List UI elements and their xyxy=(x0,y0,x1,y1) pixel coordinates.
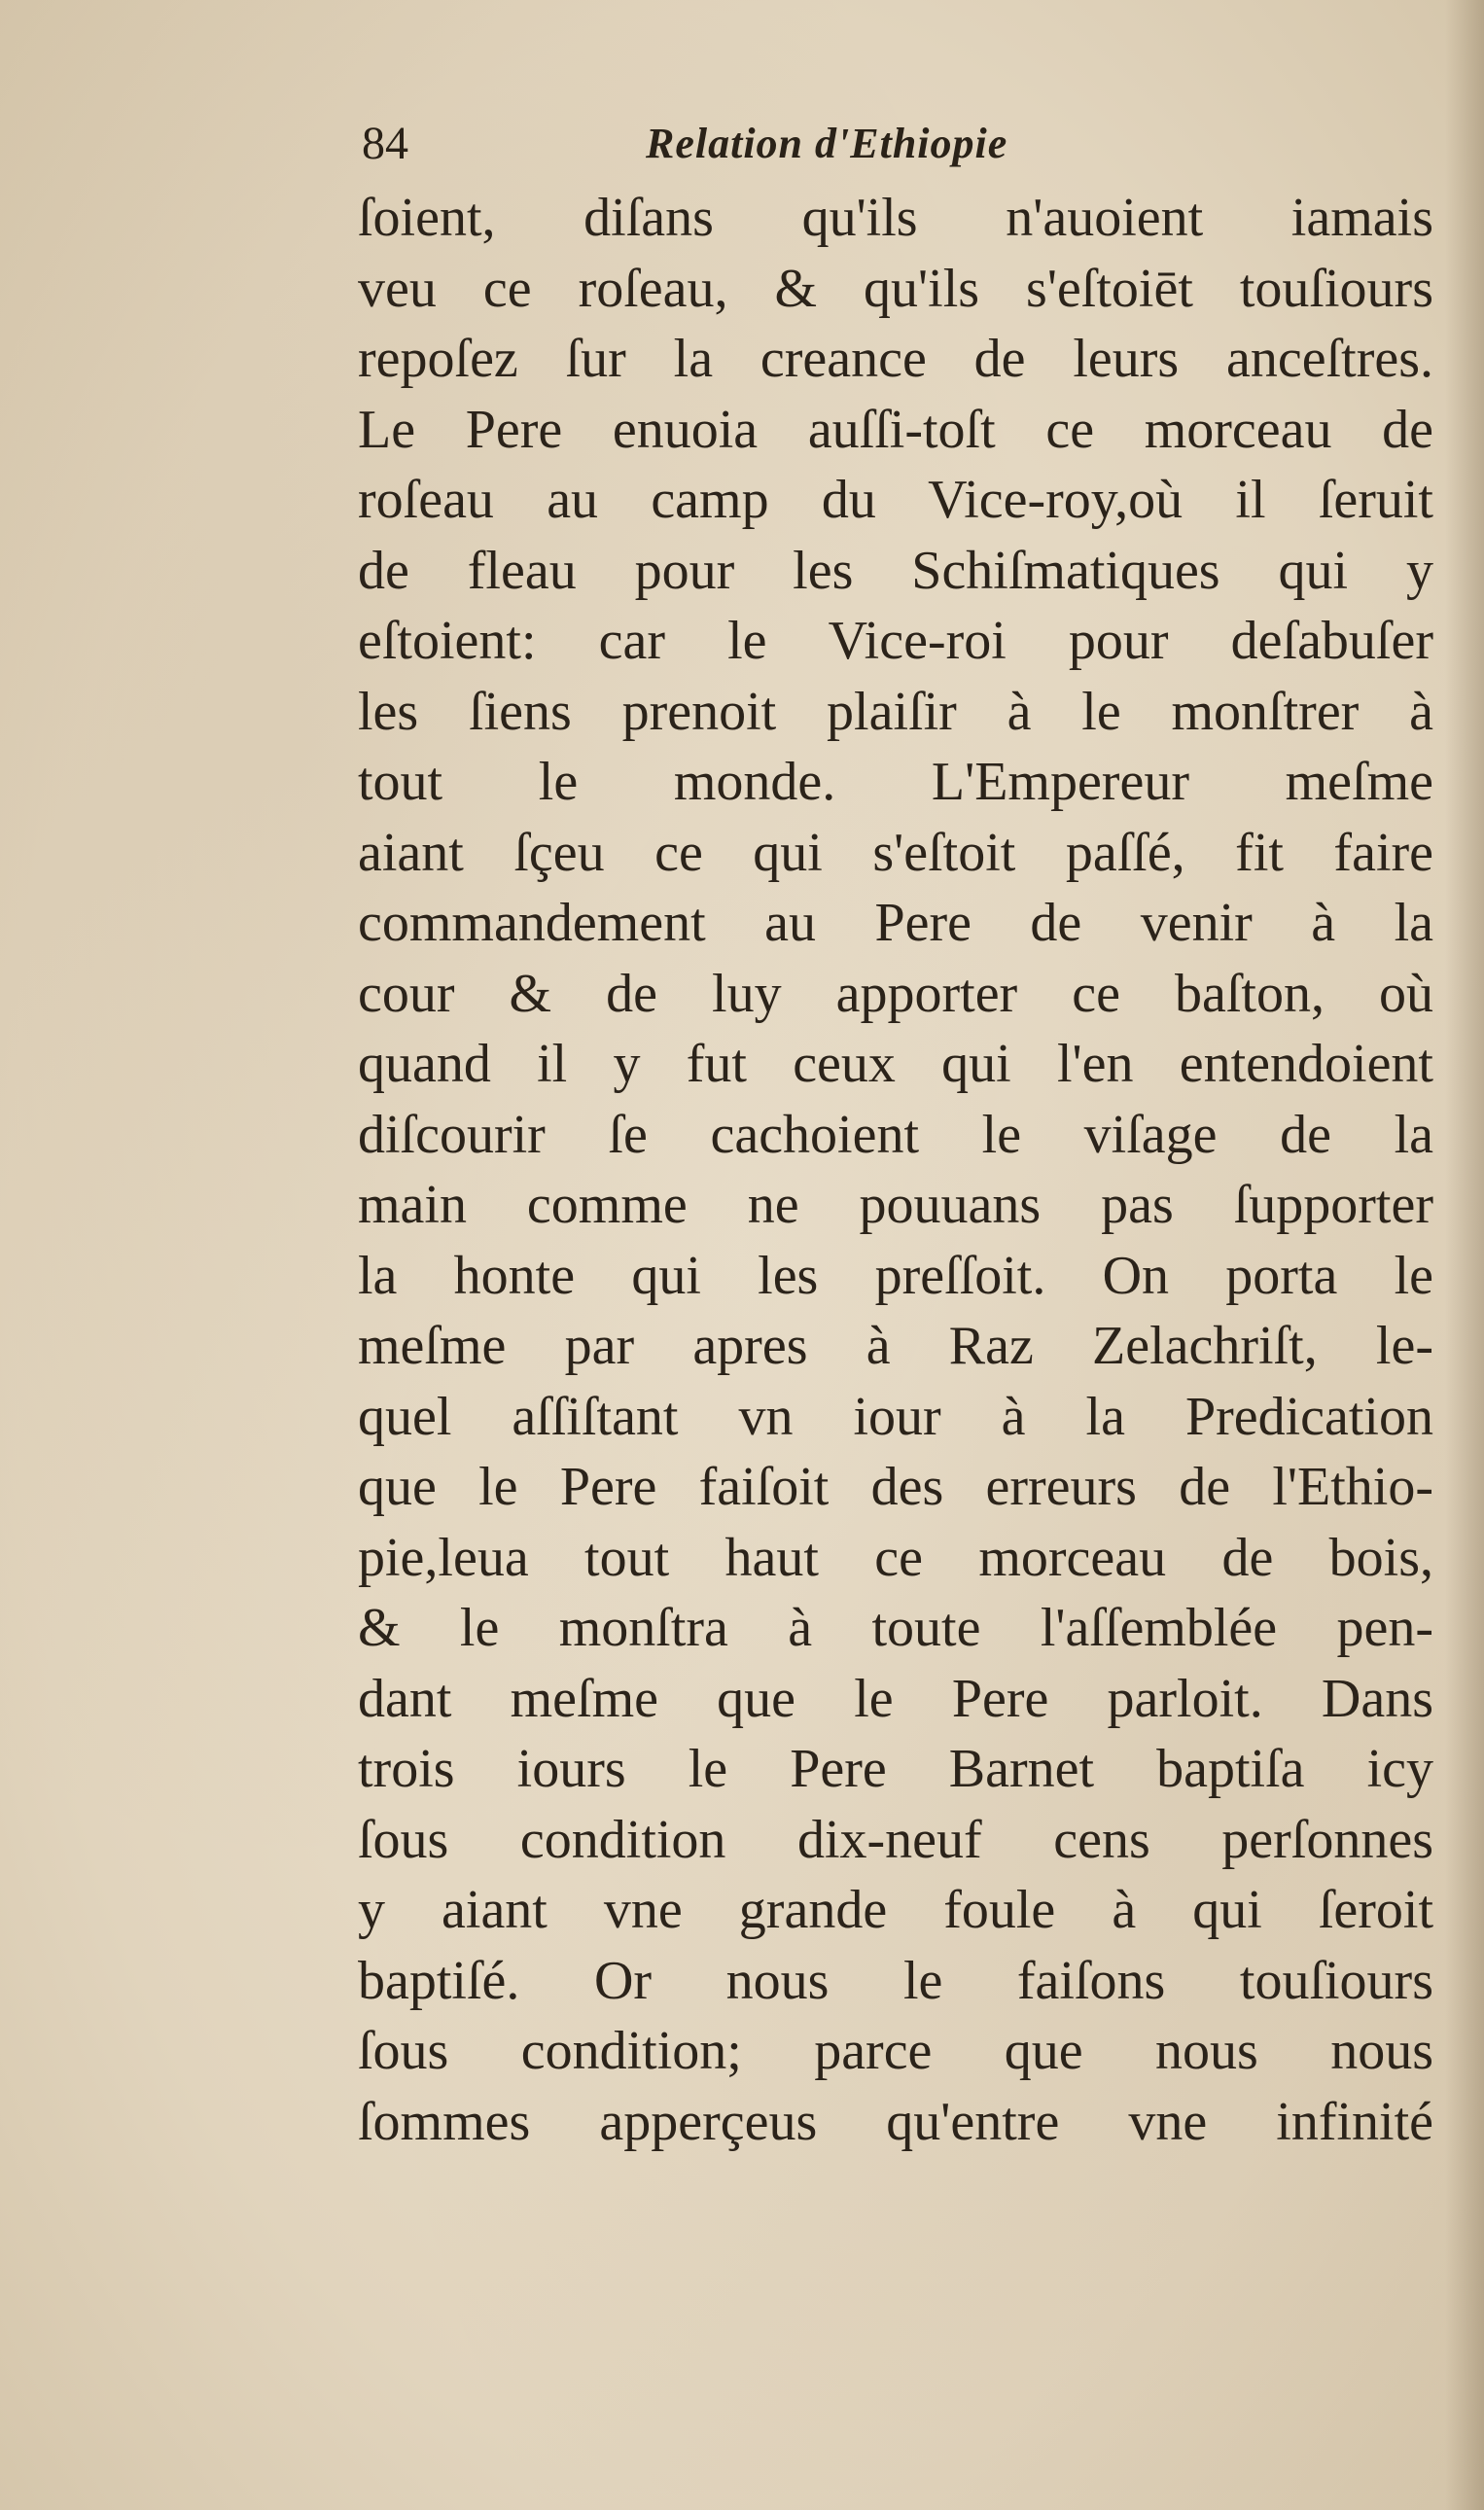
text-line: commandement au Pere de venir à la xyxy=(358,893,1433,953)
text-line: quel aſſiſtant vn iour à la Predication xyxy=(358,1386,1433,1447)
text-line: Le Pere enuoia auſſi-toſt ce morceau de xyxy=(358,399,1433,460)
text-line: baptiſé. Or nous le faiſons touſiours xyxy=(358,1950,1433,2011)
text-line: y aiant vne grande foule à qui ſeroit xyxy=(358,1880,1433,1940)
running-title: Relation d'Ethiopie xyxy=(646,120,1008,167)
body-text xyxy=(358,183,1433,2157)
text-line: ſoient, diſans qu'ils n'auoient iamais xyxy=(358,188,1433,248)
page-edge-shadow xyxy=(1445,0,1484,2510)
text-line: ſommes apperçeus qu'entre vne infinité xyxy=(358,2091,1433,2152)
text-line: aiant ſçeu ce qui s'eſtoit paſſé, fit faire xyxy=(358,822,1433,883)
text-line: la honte qui les preſſoit. On porta le xyxy=(358,1245,1433,1306)
text-line: main comme ne pouuans pas ſupporter xyxy=(358,1175,1433,1235)
text-line: les ſiens prenoit plaiſir à le monſtrer à xyxy=(358,681,1433,742)
text-line: dant meſme que le Pere parloit. Dans xyxy=(358,1668,1433,1729)
text-line: pie,leua tout haut ce morceau de bois, xyxy=(358,1527,1433,1588)
text-line: ſous condition dix-neuf cens perſonnes xyxy=(358,1809,1433,1870)
text-line: quand il y fut ceux qui l'en entendoient xyxy=(358,1034,1433,1094)
text-line: cour & de luy apporter ce baſton, où xyxy=(358,963,1433,1024)
text-line: ſous condition; parce que nous nous xyxy=(358,2021,1433,2081)
text-line: roſeau au camp du Vice-roy,où il ſeruit xyxy=(358,470,1433,530)
text-line: de fleau pour les Schiſmatiques qui y xyxy=(358,540,1433,601)
text-line: tout le monde. L'Empereur meſme xyxy=(358,752,1433,812)
page-header xyxy=(362,115,1431,173)
text-line: veu ce roſeau, & qu'ils s'eſtoiēt touſiours xyxy=(358,258,1433,319)
text-line: que le Pere faiſoit des erreurs de l'Ethio- xyxy=(358,1457,1433,1517)
text-line: trois iours le Pere Barnet baptiſa icy xyxy=(358,1739,1433,1799)
text-line: & le monſtra à toute l'aſſemblée pen- xyxy=(358,1598,1433,1658)
text-line: diſcourir ſe cachoient le viſage de la xyxy=(358,1104,1433,1165)
text-line: eſtoient: car le Vice-roi pour deſabuſer xyxy=(358,611,1433,671)
text-line: meſme par apres à Raz Zelachriſt, le- xyxy=(358,1316,1433,1376)
text-line: repoſez ſur la creance de leurs anceſtres. xyxy=(358,329,1433,389)
page-number: 84 xyxy=(362,118,408,169)
